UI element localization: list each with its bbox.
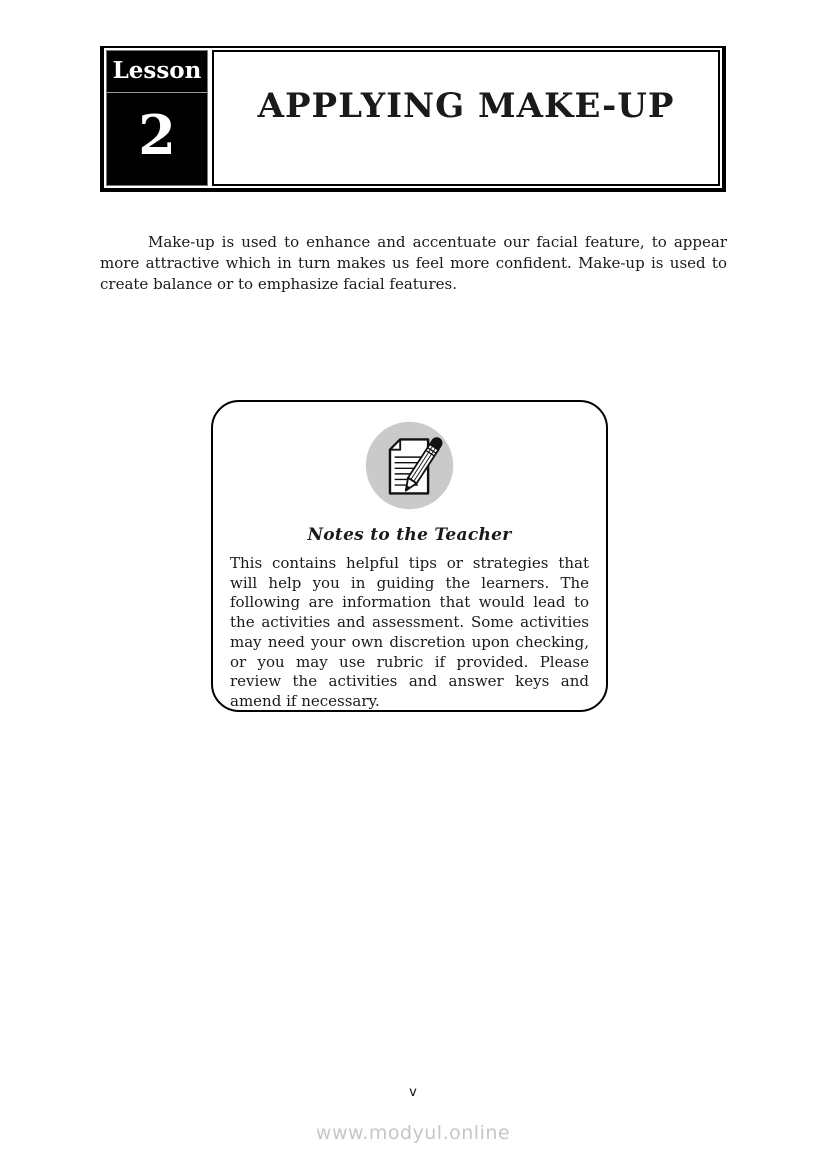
lesson-label: Lesson [107,51,207,93]
lesson-number: 2 [138,103,176,167]
notes-body: This contains helpful tips or strategies that will help you in guiding the learners. The following are information that would lead to the activities and assessment. Some activities may need your own discretion upon checking, or you may use rubric if provided. Please review the activities and answer keys and amend if necessary. [230,554,589,710]
lesson-badge [106,50,208,186]
notes-heading: Notes to the Teacher [307,525,512,545]
page-title: APPLYING MAKE-UP [257,86,675,126]
pencil-note-icon [213,419,606,512]
notes-card [211,400,608,712]
intro-paragraph: Make-up is used to enhance and accentuate our facial feature, to appear more attractive which in turn makes us feel more confident. Make-up is used to create balance or to emphasize facial features. [100,233,727,293]
title-cell [212,50,720,186]
page-number: v [409,1085,417,1100]
watermark: www.modyul.online [315,1122,511,1144]
lesson-header [100,46,726,192]
